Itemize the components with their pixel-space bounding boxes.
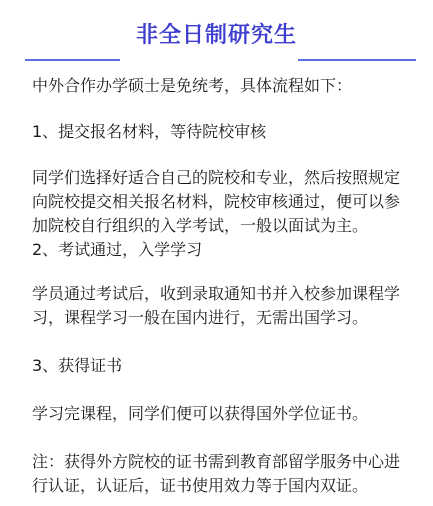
- page-title: 非全日制研究生: [135, 23, 297, 48]
- step1-body: 同学们选择好适合自己的院校和专业，然后按照规定向院校提交相关报名材料，院校审核通过，便可以参加院校自行组织的入学考试，一般以面试为主。: [32, 168, 401, 235]
- step3-heading: 3、获得证书: [32, 356, 123, 375]
- step2-body: 学员通过考试后，收到录取通知书并入校参加课程学习，课程学习一般在国内进行，无需出国学习。: [32, 284, 401, 327]
- note-text: 注：获得外方院校的证书需到教育部留学服务中心进行认证，认证后，证书使用效力等于国内双证。: [32, 452, 401, 495]
- article-content: [32, 74, 413, 498]
- title-rule-right: [298, 59, 416, 61]
- title-rule-left: [25, 59, 120, 61]
- step3-body: 学习完课程，同学们便可以获得国外学位证书。: [32, 404, 369, 423]
- header: [0, 10, 433, 64]
- step1-heading: 1、提交报名材料，等待院校审核: [32, 122, 267, 141]
- intro-text: 中外合作办学硕士是免统考，具体流程如下：: [32, 76, 353, 95]
- step2-heading: 2、考试通过，入学学习: [32, 240, 203, 259]
